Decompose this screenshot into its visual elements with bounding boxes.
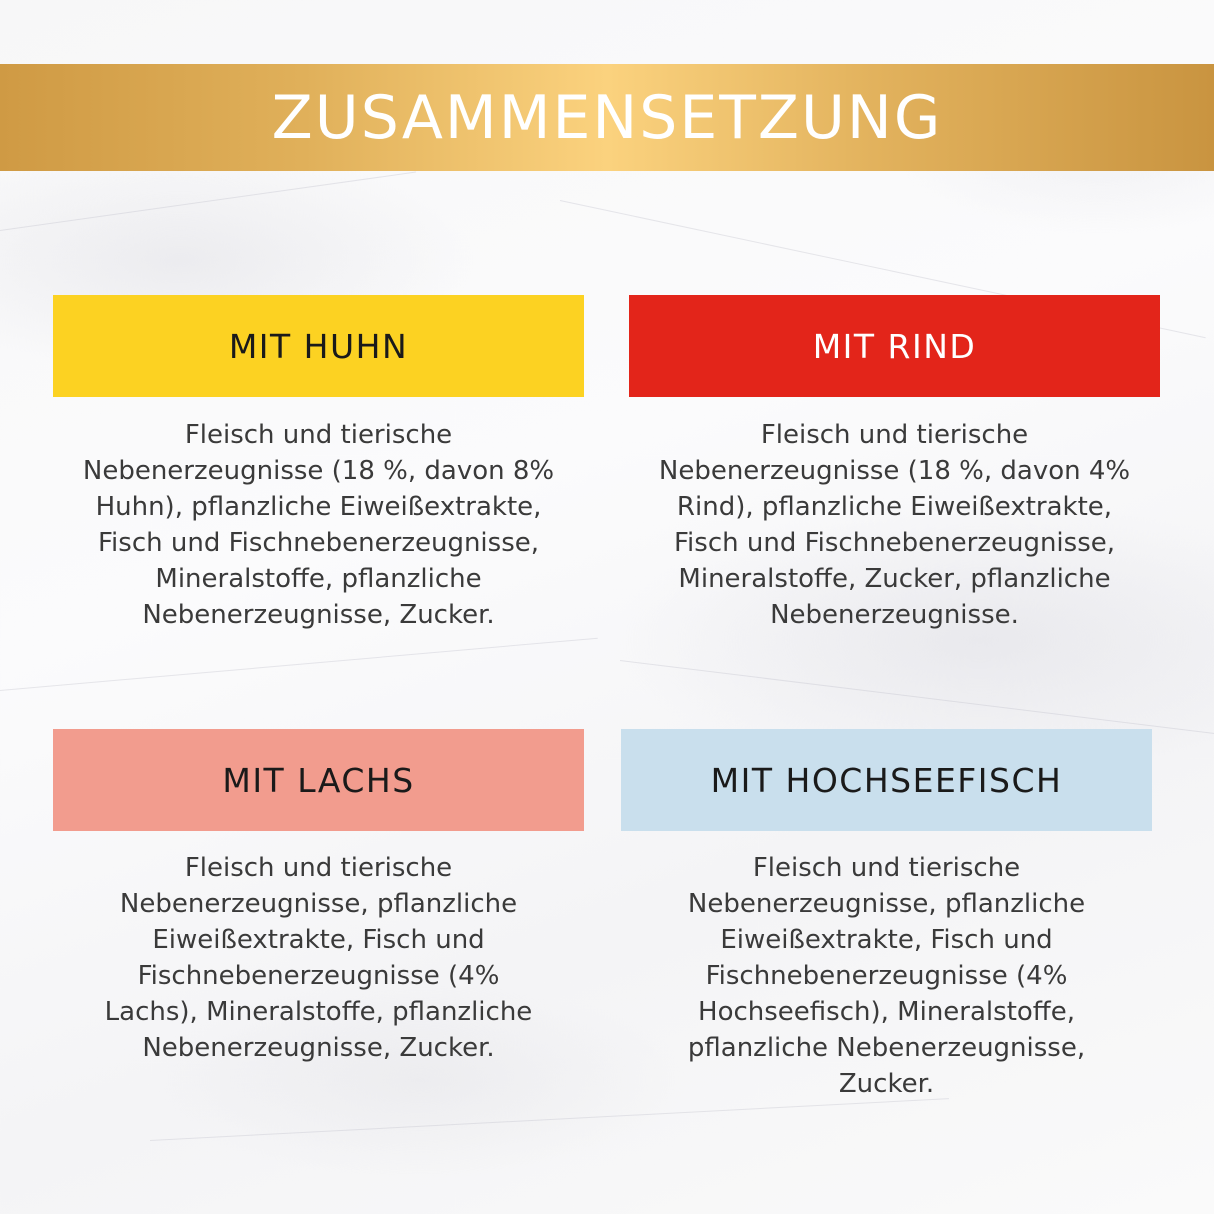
marble-vein xyxy=(0,638,598,691)
ingredients-mit-hochseefisch: Fleisch und tierische Nebenerzeugnisse, pflanzliche Eiweißextrakte, Fisch und Fischnebenerzeugnisse (4% Hochseefisch), Mineralstoffe, pflanzliche Nebenerzeugnisse, Zucker. xyxy=(687,853,1086,1099)
label-mit-rind: MIT RIND xyxy=(629,295,1160,397)
header-banner xyxy=(0,64,1214,171)
marble-vein xyxy=(620,660,1214,734)
page-title: ZUSAMMENSETZUNG xyxy=(271,82,943,153)
marble-vein xyxy=(150,1098,949,1141)
label-mit-lachs: MIT LACHS xyxy=(53,729,584,831)
marble-vein xyxy=(0,172,416,231)
ingredients-mit-rind: Fleisch und tierische Nebenerzeugnisse (18 %, davon 4% Rind), pflanzliche Eiweißextrakte, Fisch und Fischnebenerzeugnisse, Mineralstoffe, Zucker, pflanzliche Nebenerzeugnisse. xyxy=(658,420,1131,630)
ingredients-mit-huhn: Fleisch und tierische Nebenerzeugnisse (18 %, davon 8% Huhn), pflanzliche Eiweißextrakte, Fisch und Fischnebenerzeugnisse, Mineralstoffe, pflanzliche Nebenerzeugnisse, Zucker. xyxy=(82,420,555,630)
label-mit-hochseefisch: MIT HOCHSEEFISCH xyxy=(621,729,1152,831)
ingredients-mit-lachs: Fleisch und tierische Nebenerzeugnisse, pflanzliche Eiweißextrakte, Fisch und Fischnebenerzeugnisse (4% Lachs), Mineralstoffe, pflanzliche Nebenerzeugnisse, Zucker. xyxy=(104,853,533,1063)
label-mit-huhn: MIT HUHN xyxy=(53,295,584,397)
